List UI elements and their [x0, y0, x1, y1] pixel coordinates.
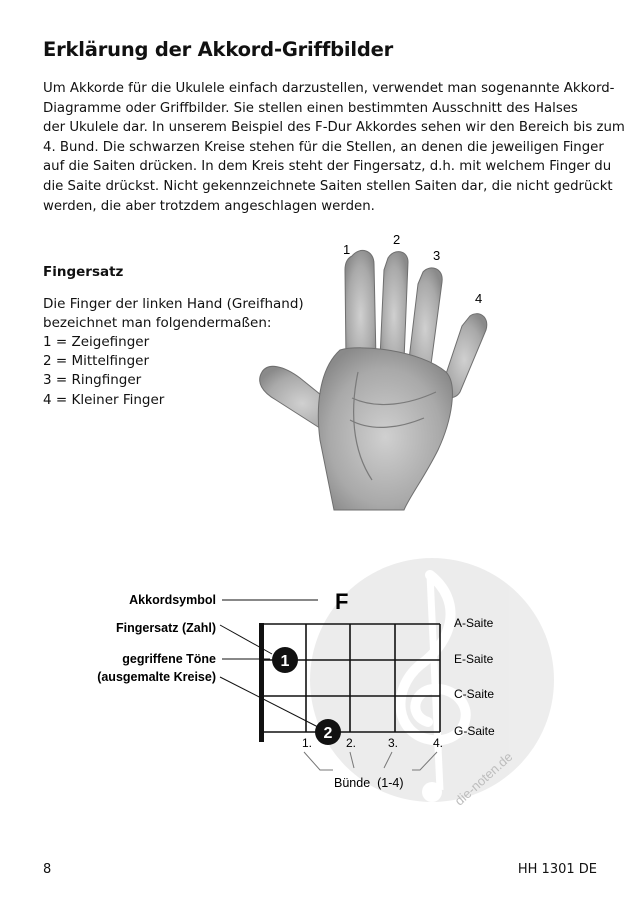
fret-number-3: 3. [388, 736, 399, 750]
finger-list-item: 4 = Kleiner Finger [43, 391, 165, 408]
fingersatz-heading: Fingersatz [43, 264, 124, 280]
intro-line: werden, die aber trotzdem angeschlagen werden. [43, 198, 375, 214]
finger-list-item: 3 = Ringfinger [43, 372, 142, 389]
label-akkordsymbol: Akkordsymbol [129, 593, 216, 607]
frets-label: Bünde (1-4) [334, 776, 404, 790]
intro-line: Diagramme oder Griffbilder. Sie stellen einen bestimmten Ausschnitt des Halses [43, 100, 578, 116]
string-label-c: C-Saite [454, 687, 495, 701]
intro-line: der Ukulele dar. In unserem Beispiel des F-Dur Akkordes sehen wir den Bereich bis zum [43, 120, 625, 136]
hand-number-2: 2 [393, 232, 401, 247]
string-label-g: G-Saite [454, 724, 495, 738]
intro-line: Um Akkorde für die Ukulele einfach darzustellen, verwendet man sogenannte Akkord- [43, 81, 615, 96]
hand-number-4: 4 [475, 291, 483, 306]
finger-list-item: 2 = Mittelfinger [43, 353, 150, 370]
string-label-e: E-Saite [454, 652, 494, 666]
nut [259, 623, 264, 742]
label-toene-2: (ausgemalte Kreise) [97, 670, 216, 684]
string-label-a: A-Saite [454, 616, 494, 630]
watermark-text: die-noten.de [451, 748, 516, 809]
intro-line: die Saite drückst. Nicht gekennzeichnete Saiten stellen Saiten dar, die nicht gedrückt [43, 178, 613, 194]
hand-image [260, 250, 487, 510]
chord-symbol: F [335, 589, 349, 614]
leader-fingersatz [220, 625, 272, 654]
fret-number-4: 4. [433, 736, 444, 750]
leader-toene-2 [220, 677, 318, 727]
finger-dot-1-label: 1 [280, 653, 290, 670]
page-title: Erklärung der Akkord-Griffbilder [43, 38, 394, 61]
label-fingersatz: Fingersatz (Zahl) [115, 621, 216, 635]
intro-line: auf die Saiten drücken. In dem Kreis steht der Fingersatz, d.h. mit welchem Finger du [43, 159, 612, 175]
hand-number-1: 1 [343, 242, 351, 257]
fret-number-2: 2. [346, 736, 357, 750]
page-number: 8 [43, 862, 52, 877]
fingersatz-text-line: Die Finger der linken Hand (Greifhand) [43, 296, 304, 312]
finger-dot-2-label: 2 [323, 725, 333, 742]
hand-number-3: 3 [433, 248, 441, 263]
intro-line: 4. Bund. Die schwarzen Kreise stehen für die Stellen, an denen die jeweiligen Finger [43, 139, 604, 155]
label-toene-1: gegriffene Töne [122, 652, 216, 666]
catalog-number: HH 1301 DE [517, 862, 597, 877]
fingersatz-text-line: bezeichnet man folgendermaßen: [43, 315, 272, 332]
frets-bracket [304, 752, 333, 770]
fret-number-1: 1. [302, 736, 313, 750]
finger-list-item: 1 = Zeigefinger [43, 334, 150, 350]
